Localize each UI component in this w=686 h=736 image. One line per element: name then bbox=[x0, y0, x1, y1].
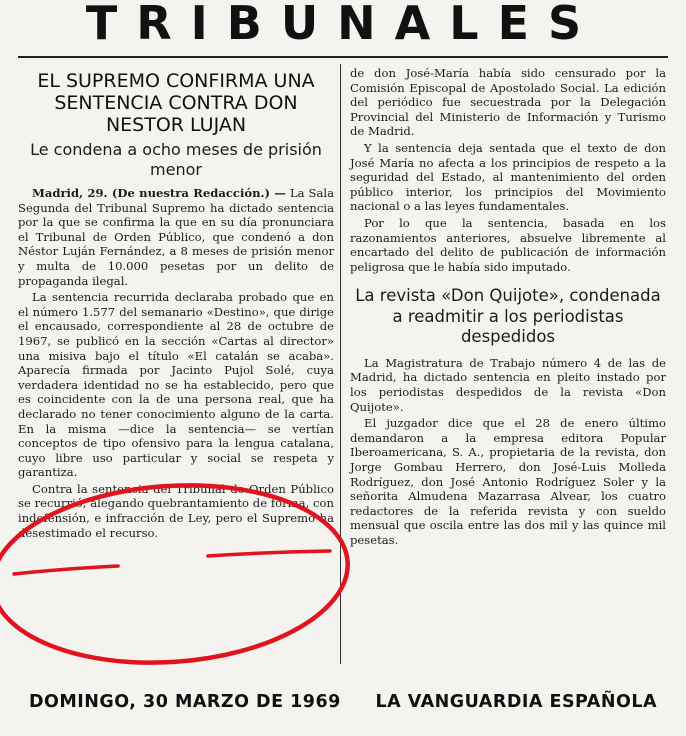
footer-newspaper-name: LA VANGUARDIA ESPAÑOLA bbox=[375, 692, 658, 712]
paragraph-4: de don José-María había sido censurado por la Comisión Episcopal de Apostolado Social. La edición del periódico fue secuestrada por la Delegación Provincial del Ministerio de Información y Turismo de Madrid. bbox=[350, 66, 666, 139]
footer-date: DOMINGO, 30 MARZO DE 1969 bbox=[28, 692, 341, 712]
second-article-paragraph-2: El juzgador dice que el 28 de enero último demandaron a la empresa editora Popular Iberoamericana, S. A., propietaria de la revista, don Jorge Gombau Herrero, don José-Luis Molleda Rodríguez, don José Antonio Rodríguez Soler y la señorita Almudena Mazarrasa Alvear, los cuatro redactores de la referida revista y con sueldo mensual que oscila entre las dos mil y las quince mil pesetas. bbox=[350, 416, 666, 547]
paragraph-6: Por lo que la sentencia, basada en los razonamientos anteriores, absuelve libremente al encartado del delito de publicación de información peligrosa que le había sido imputado. bbox=[350, 215, 666, 274]
second-article-headline: La revista «Don Quijote», condenada a readmitir a los periodistas despedidos bbox=[355, 286, 661, 347]
dateline: Madrid, 29. (De nuestra Redacción.) — bbox=[32, 186, 286, 200]
paragraph-2: La sentencia recurrida declaraba probado que en el número 1.577 del semanario «Destino», que dirige el encausado, correspondiente al 28 de octubre de 1967, se publicó en la sección «Cartas al director» una misiva bajo el título «El catalán se acaba». Aparecía firmada por Jacinto Pujol Solé, cuya verdadera identidad no se ha establecido, pero que es coincidente con la de una persona real, que ha declarado no tener conocimiento alguno de la carta. En la misma —dice la sentencia— se vertían conceptos de tipo ofensivo para la lengua catalana, cuyo libre uso particular y social se respeta y garantiza. bbox=[18, 290, 334, 480]
article-headline: EL SUPREMO CONFIRMA UNA SENTENCIA CONTRA DON NESTOR LUJAN bbox=[37, 70, 315, 136]
red-underline-annotation bbox=[14, 551, 330, 574]
masthead-rule bbox=[18, 56, 668, 58]
paragraph-1-text: La Sala Segunda del Tribunal Supremo ha dictado sentencia por la que se confirma la que en su día pronunciara el Tribunal de Orden Público, que condenó a don Néstor Luján Fernández, a 8 meses de prisión menor y multa de 10.000 pesetas por un delito de propaganda ilegal. bbox=[18, 186, 335, 288]
article-subhead: Le condena a ocho meses de prisión menor bbox=[30, 140, 322, 179]
left-column bbox=[18, 66, 334, 542]
paragraph-3: Contra la sentencia del Tribunal de Orden Público se recurrió, alegando quebrantamiento de forma, con indefensión, e infracción de Ley, pero el Supremo ha desestimado el recurso. bbox=[18, 481, 334, 540]
paragraph-5: Y la sentencia deja sentada que el texto de don José María no afecta a los principios de respeto a la seguridad del Estado, al mantenimiento del orden público interior, los principios del Movimiento nacional o a las leyes fundamentales. bbox=[350, 140, 666, 214]
column-divider bbox=[340, 64, 341, 664]
paragraph-1 bbox=[18, 186, 334, 288]
page-footer bbox=[0, 692, 686, 712]
section-masthead: TRIBUNALES bbox=[85, 0, 601, 50]
second-article-paragraph-1: La Magistratura de Trabajo número 4 de las de Madrid, ha dictado sentencia en pleito instado por los periodistas despedidos de la revista «Don Quijote». bbox=[350, 355, 666, 414]
right-column bbox=[350, 66, 666, 550]
